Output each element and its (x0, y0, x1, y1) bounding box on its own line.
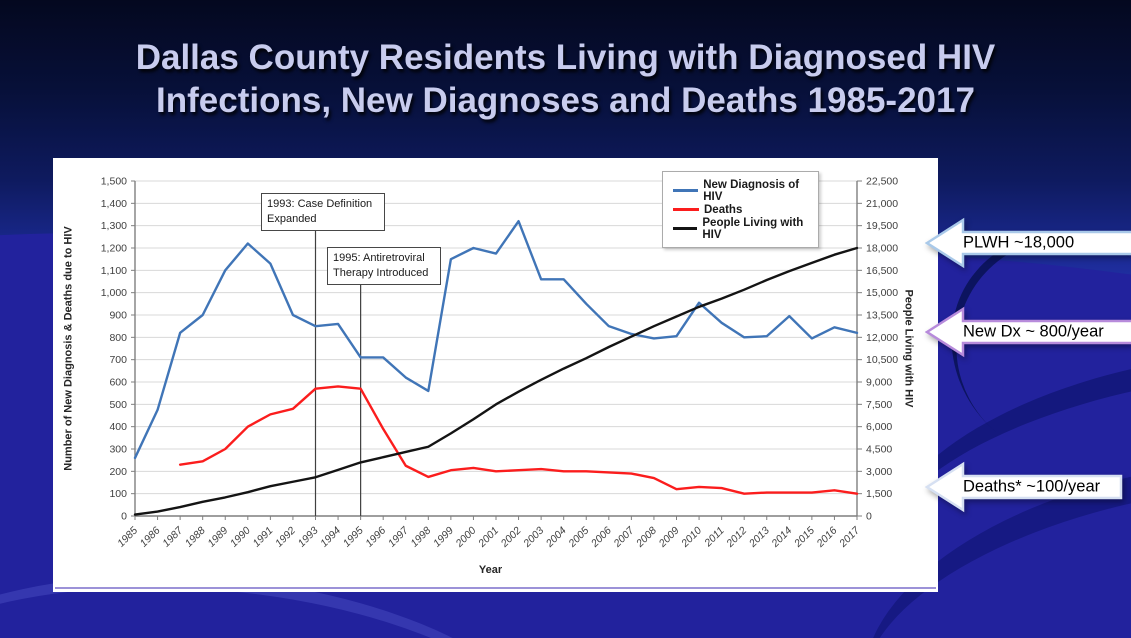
x-tick-label: 2012 (724, 524, 750, 550)
x-tick-label: 1986 (137, 524, 163, 550)
x-tick-label: 1996 (363, 524, 389, 550)
x-tick-label: 1991 (250, 524, 276, 550)
left-tick-label: 1,000 (100, 287, 127, 300)
x-tick-label: 2016 (814, 524, 840, 550)
left-tick-label: 1,100 (100, 264, 127, 277)
x-tick-label: 1999 (430, 524, 456, 550)
x-tick-label: 1987 (160, 524, 186, 550)
left-tick-label: 100 (109, 488, 127, 501)
left-tick-label: 1,500 (100, 175, 127, 188)
callout-label-new-dx: New Dx ~ 800/year (963, 322, 1104, 341)
x-tick-label: 1994 (318, 524, 344, 550)
left-axis-title: Number of New Diagnosis & Deaths due to HIV (62, 226, 75, 471)
right-tick-label: 4,500 (866, 443, 893, 456)
slide-title-line2: Infections, New Diagnoses and Deaths 1985-2017 (156, 81, 975, 120)
right-tick-label: 12,000 (866, 331, 899, 344)
right-tick-label: 0 (866, 510, 872, 523)
left-tick-label: 600 (109, 376, 127, 389)
right-tick-label: 22,500 (866, 175, 899, 188)
legend-label: People Living with HIV (702, 216, 804, 241)
chart-panel (53, 158, 938, 592)
left-tick-label: 1,200 (100, 242, 127, 255)
x-tick-label: 1989 (205, 524, 231, 550)
right-tick-label: 10,500 (866, 354, 899, 367)
right-tick-label: 18,000 (866, 242, 899, 255)
x-tick-label: 1997 (385, 524, 411, 550)
x-tick-label: 1993 (295, 524, 321, 550)
annotation-1993-case-definition: 1993: Case Definition Expanded (261, 193, 385, 231)
left-tick-label: 900 (109, 309, 127, 322)
left-tick-label: 500 (109, 398, 127, 411)
x-tick-label: 1990 (227, 524, 253, 550)
right-tick-label: 19,500 (866, 220, 899, 233)
right-tick-label: 7,500 (866, 398, 893, 411)
legend-item (673, 179, 818, 203)
x-tick-label: 2003 (521, 524, 547, 550)
callout-arrow-deaths (925, 461, 1123, 513)
left-tick-label: 300 (109, 443, 127, 456)
panel-accent-line (55, 587, 936, 589)
x-tick-label: 2010 (679, 524, 705, 550)
legend-item (673, 204, 818, 216)
right-tick-label: 9,000 (866, 376, 893, 389)
left-tick-label: 700 (109, 354, 127, 367)
legend-swatch-icon (673, 227, 697, 230)
x-tick-label: 1985 (115, 524, 141, 550)
right-tick-label: 6,000 (866, 421, 893, 434)
right-tick-label: 1,500 (866, 488, 893, 501)
x-tick-label: 2009 (656, 524, 682, 550)
right-tick-label: 15,000 (866, 287, 899, 300)
left-tick-label: 200 (109, 465, 127, 478)
x-tick-label: 1988 (182, 524, 208, 550)
series-deaths (180, 386, 857, 493)
left-tick-label: 0 (121, 510, 127, 523)
series-new-diagnosis-of-hiv (135, 221, 857, 458)
right-tick-label: 21,000 (866, 197, 899, 210)
left-tick-label: 1,400 (100, 197, 127, 210)
legend-swatch-icon (673, 189, 698, 192)
chart-legend (662, 171, 819, 248)
x-tick-label: 1998 (408, 524, 434, 550)
right-tick-label: 13,500 (866, 309, 899, 322)
x-tick-label: 2015 (791, 524, 817, 550)
right-axis-title: People Living with HIV (902, 289, 915, 408)
x-tick-label: 2002 (498, 524, 524, 550)
left-tick-label: 400 (109, 421, 127, 434)
callout-arrow-new-dx (925, 306, 1131, 358)
x-tick-label: 2014 (769, 524, 795, 550)
x-tick-label: 1995 (340, 524, 366, 550)
x-tick-label: 2000 (453, 524, 479, 550)
series-people-living-with-hiv (135, 248, 857, 515)
left-tick-label: 800 (109, 331, 127, 344)
x-tick-label: 2007 (611, 524, 637, 550)
x-tick-label: 2017 (837, 524, 863, 550)
x-tick-label: 2013 (746, 524, 772, 550)
x-tick-label: 2008 (634, 524, 660, 550)
x-axis-title: Year (478, 564, 503, 576)
legend-label: New Diagnosis of HIV (703, 178, 800, 203)
legend-item (673, 217, 818, 241)
callout-label-plwh: PLWH ~18,000 (963, 233, 1075, 252)
x-tick-label: 2004 (543, 524, 569, 550)
legend-swatch-icon (673, 208, 699, 211)
x-tick-label: 2006 (588, 524, 614, 550)
callout-label-deaths: Deaths* ~100/year (963, 477, 1101, 496)
x-tick-label: 2011 (702, 524, 727, 550)
callout-arrow-plwh (925, 217, 1131, 269)
left-tick-label: 1,300 (100, 220, 127, 233)
right-tick-label: 3,000 (866, 465, 893, 478)
annotation-1995-antiretroviral: 1995: Antiretroviral Therapy Introduced (327, 247, 441, 285)
legend-label: Deaths (704, 203, 743, 216)
slide-title (0, 36, 1131, 122)
x-tick-label: 1992 (273, 524, 299, 550)
slide-title-line1: Dallas County Residents Living with Diagnosed HIV (135, 38, 996, 77)
right-tick-label: 16,500 (866, 264, 899, 277)
x-tick-label: 2005 (566, 524, 592, 550)
x-tick-label: 2001 (476, 524, 502, 550)
